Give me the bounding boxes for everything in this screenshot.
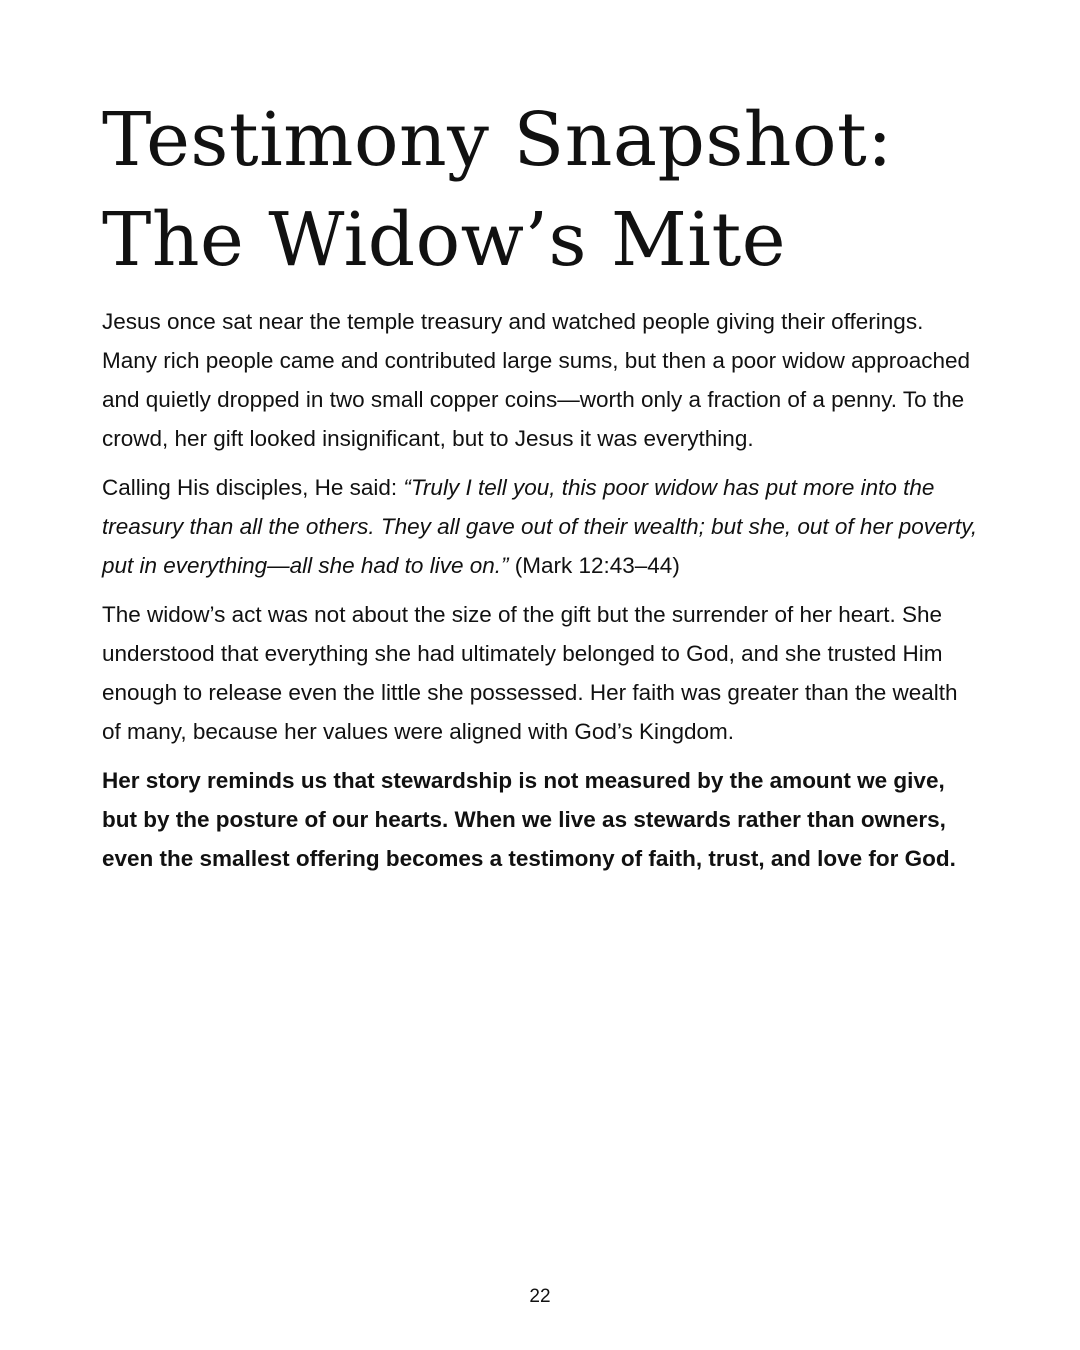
conclusion-paragraph: Her story reminds us that stewardship is not measured by the amount we give, but by the posture of our hearts. When we live as stewards rather than owners, even the smallest offering becomes a testimony of faith, trust, and love for God. <box>102 768 956 871</box>
quote-paragraph <box>102 468 982 585</box>
page-title-line-1: Testimony Snapshot: <box>102 97 893 183</box>
intro-paragraph: Jesus once sat near the temple treasury and watched people giving their offerings. Many rich people came and contributed large sums, but then a poor widow approached and quietly dropped in two small copper coins—worth only a fraction of a penny. To the crowd, her gift looked insignificant, but to Jesus it was everything. <box>102 309 971 451</box>
scripture-quote: “Truly I tell you, this poor widow has put more into the treasury than all the others. They all gave out of their wealth; but she, out of her poverty, put in everything—all she had to live on.” <box>102 475 978 578</box>
reflection-paragraph: The widow’s act was not about the size of the gift but the surrender of her heart. She understood that everything she had ultimately belonged to God, and she trusted Him enough to release even the little she possessed. Her faith was greater than the wealth of many, because her values were aligned with God’s Kingdom. <box>102 602 958 744</box>
scripture-reference: (Mark 12:43–44) <box>508 553 680 578</box>
body-text <box>102 302 982 888</box>
quote-lead: Calling His disciples, He said: <box>102 475 404 500</box>
page-number: 22 <box>529 1286 551 1307</box>
page-title <box>102 90 982 290</box>
page-title-line-2: The Widow’s Mite <box>102 197 787 283</box>
